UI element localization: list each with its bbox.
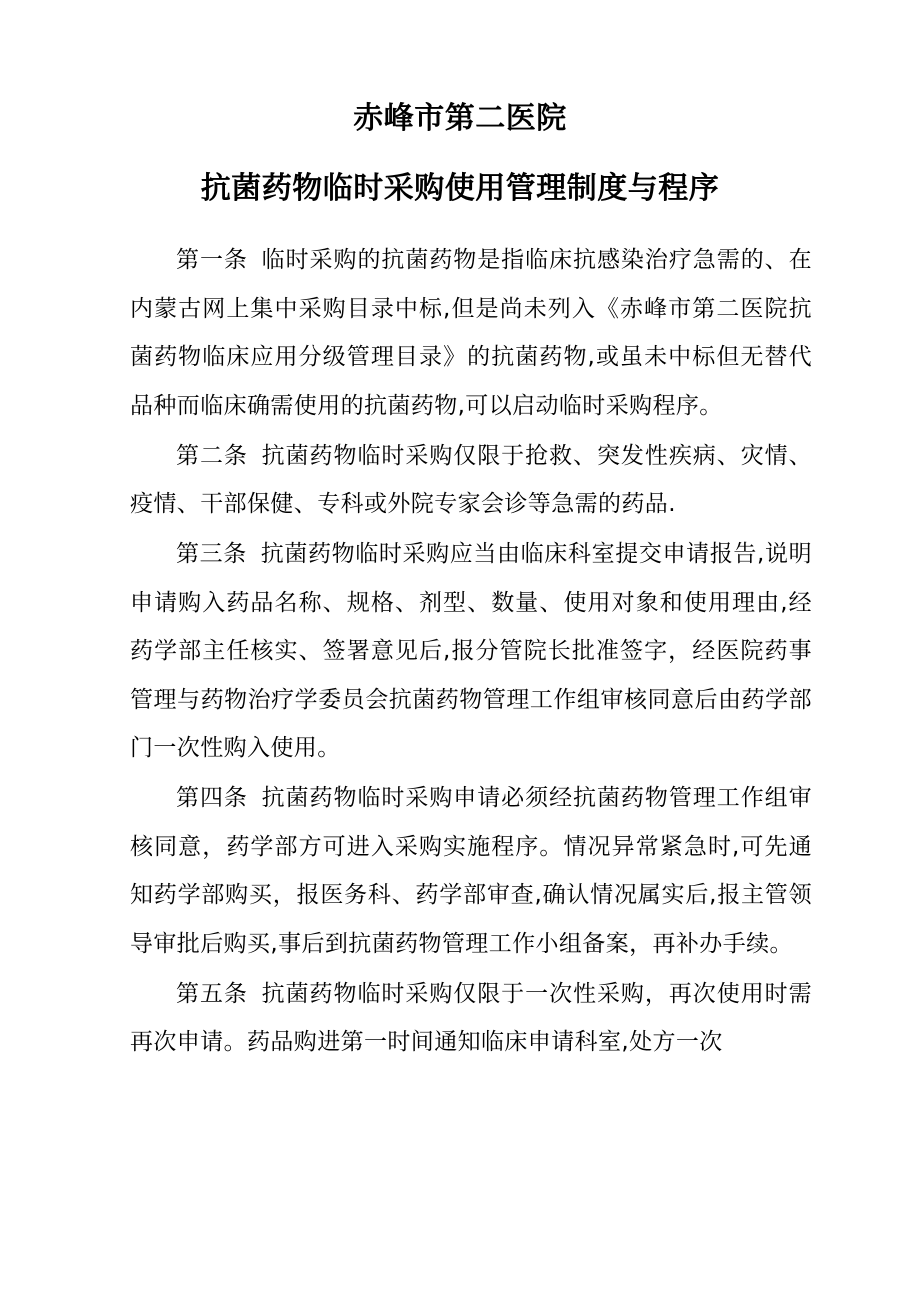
regulation-title: 抗菌药物临时采购使用管理制度与程序 — [200, 171, 720, 206]
article-paragraph — [130, 970, 812, 1067]
hospital-name-title: 赤峰市第二医院 — [353, 101, 567, 136]
article-label: 第三条 — [176, 541, 247, 567]
article-text: 抗菌药物临时采购仅限于一次性采购，再次使用时需再次申请。药品购进第一时间通知临床申请科室,处方一次 — [130, 980, 812, 1055]
article-paragraph — [130, 236, 812, 430]
article-text: 抗菌药物临时采购申请必须经抗菌药物管理工作组审核同意，药学部方可进入采购实施程序。情况异常紧急时,可先通知药学部购买，报医务科、药学部审查,确认情况属实后,报主管领导审批后购买,事后到抗菌药物管理工作小组备案，再补办手续。 — [130, 785, 812, 957]
article-paragraph — [130, 432, 812, 529]
article-paragraph — [130, 530, 812, 773]
article-text: 临时采购的抗菌药物是指临床抗感染治疗急需的、在内蒙古网上集中采购目录中标,但是尚未列入《赤峰市第二医院抗菌药物临床应用分级管理目录》的抗菌药物,或虽未中标但无替代品种而临床确需使用的抗菌药物,可以启动临时采购程序。 — [130, 247, 812, 419]
article-text: 抗菌药物临时采购仅限于抢救、突发性疾病、灾情、疫情、干部保健、专科或外院专家会诊等急需的药品. — [130, 442, 812, 517]
article-text: 抗菌药物临时采购应当由临床科室提交申请报告,说明申请购入药品名称、规格、剂型、数量、使用对象和使用理由,经药学部主任核实、签署意见后,报分管院长批准签字，经医院药事管理与药物治疗学委员会抗菌药物管理工作组审核同意后由药学部门一次性购入使用。 — [130, 541, 812, 761]
document-body — [130, 236, 812, 1067]
article-label: 第二条 — [176, 442, 248, 469]
article-label: 第五条 — [176, 980, 248, 1007]
article-label: 第四条 — [176, 785, 248, 811]
article-paragraph — [130, 774, 812, 968]
article-label: 第一条 — [176, 247, 248, 273]
